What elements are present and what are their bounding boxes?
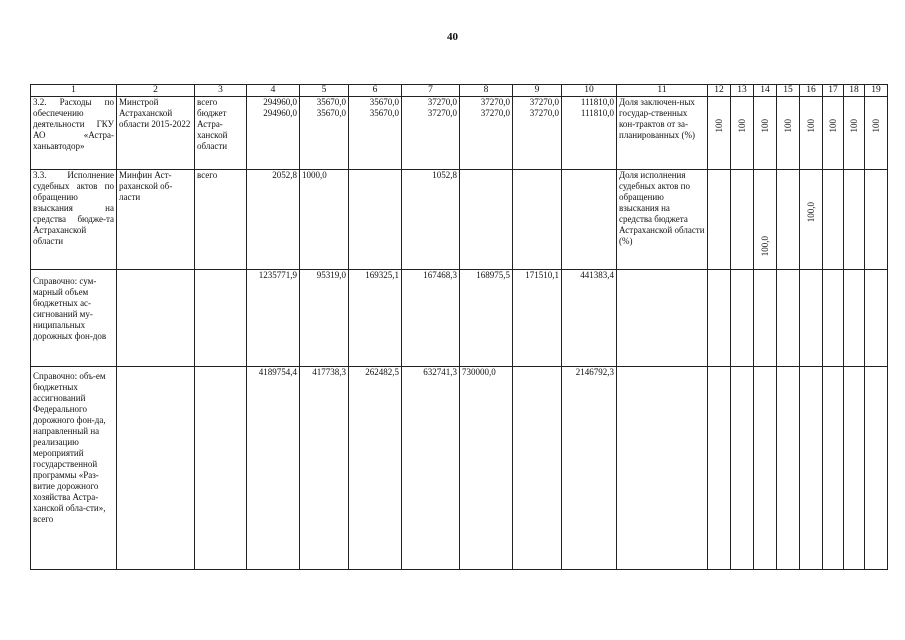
funding-source <box>195 367 247 570</box>
col-header: 12 <box>708 85 731 97</box>
value-col-9 <box>513 170 562 270</box>
pct-col-16 <box>800 367 823 570</box>
pct-col-17 <box>823 367 844 570</box>
value-total: 35670,0 <box>369 97 399 107</box>
pct-value: 100 <box>713 119 724 133</box>
value-col-6: 169325,1 <box>349 270 402 367</box>
col-header: 9 <box>513 85 562 97</box>
value-regional: 37270,0 <box>480 108 510 118</box>
measure-name: 3.2. Расходы по обеспечению деятельности ГКУ АО «Астра-ханьавтодор» <box>31 97 117 170</box>
col-header: 13 <box>731 85 754 97</box>
col-header: 4 <box>247 85 300 97</box>
pct-col-13 <box>731 270 754 367</box>
pct-col-17 <box>823 270 844 367</box>
value-col-5: 95319,0 <box>300 270 349 367</box>
value-col-9: 171510,1 <box>513 270 562 367</box>
pct-col-19 <box>865 367 888 570</box>
pct-col-18 <box>844 367 865 570</box>
table-row-3-2 <box>31 97 888 170</box>
pct-col-16 <box>800 170 823 270</box>
executor: Минфин Аст-раханской об-ласти <box>117 170 195 270</box>
pct-col-19 <box>865 97 888 170</box>
pct-col-17 <box>823 97 844 170</box>
value-col-8 <box>460 97 513 170</box>
col-header: 1 <box>31 85 117 97</box>
pct-col-12 <box>708 270 731 367</box>
pct-col-14 <box>754 170 777 270</box>
pct-col-16 <box>800 97 823 170</box>
pct-col-14 <box>754 367 777 570</box>
value-col-4: 1235771,9 <box>247 270 300 367</box>
pct-col-13 <box>731 97 754 170</box>
pct-col-14 <box>754 270 777 367</box>
value-col-10 <box>562 97 617 170</box>
pct-col-17 <box>823 170 844 270</box>
value-col-7 <box>402 97 460 170</box>
col-header: 6 <box>349 85 402 97</box>
pct-col-14 <box>754 97 777 170</box>
indicator <box>617 367 708 570</box>
value-regional: 37270,0 <box>427 108 457 118</box>
col-header: 16 <box>800 85 823 97</box>
pct-col-15 <box>777 270 800 367</box>
pct-value: 100 <box>759 119 770 133</box>
pct-value: 100 <box>736 119 747 133</box>
value-col-8 <box>460 170 513 270</box>
executor <box>117 270 195 367</box>
value-col-5 <box>300 97 349 170</box>
pct-col-12 <box>708 97 731 170</box>
pct-col-12 <box>708 170 731 270</box>
value-col-8: 730000,0 <box>460 367 513 570</box>
value-col-7: 167468,3 <box>402 270 460 367</box>
table-row-municipal-funds <box>31 270 888 367</box>
col-header: 11 <box>617 85 708 97</box>
table-row-3-3 <box>31 170 888 270</box>
value-col-4 <box>247 97 300 170</box>
col-header: 19 <box>865 85 888 97</box>
value-col-10 <box>562 170 617 270</box>
value-col-9 <box>513 367 562 570</box>
funding-source <box>195 97 247 170</box>
pct-col-15 <box>777 97 800 170</box>
value-col-7: 632741,3 <box>402 367 460 570</box>
pct-value: 100 <box>782 119 793 133</box>
pct-col-13 <box>731 170 754 270</box>
value-col-5: 417738,3 <box>300 367 349 570</box>
pct-value: 100 <box>848 119 859 133</box>
pct-value: 100 <box>827 119 838 133</box>
value-total: 37270,0 <box>480 97 510 107</box>
pct-col-18 <box>844 97 865 170</box>
page-number: 40 <box>447 31 458 43</box>
col-header: 17 <box>823 85 844 97</box>
value-total: 37270,0 <box>529 97 559 107</box>
value-col-4: 4189754,4 <box>247 367 300 570</box>
measure-name: Справочно: сум-марный объем бюджетных ас-сигнований му-ниципальных дорожных фон-дов <box>31 270 117 367</box>
measure-name: 3.3. Исполнение судебных актов по обращению взыскания на средства бюдже-та Астраханской области <box>31 170 117 270</box>
value-total: 37270,0 <box>427 97 457 107</box>
col-header: 3 <box>195 85 247 97</box>
value-total: 111810,0 <box>580 97 614 107</box>
indicator: Доля заключен-ных государ-ственных кон-трактов от за-планированных (%) <box>617 97 708 170</box>
executor <box>117 367 195 570</box>
col-header: 14 <box>754 85 777 97</box>
pct-value: 100,0 <box>759 236 770 257</box>
pct-col-15 <box>777 367 800 570</box>
column-number-row <box>31 85 888 97</box>
pct-col-18 <box>844 270 865 367</box>
pct-col-16 <box>800 270 823 367</box>
pct-col-18 <box>844 170 865 270</box>
col-header: 2 <box>117 85 195 97</box>
value-col-4: 2052,8 <box>247 170 300 270</box>
value-col-8: 168975,5 <box>460 270 513 367</box>
value-col-5: 1000,0 <box>300 170 349 270</box>
pct-col-13 <box>731 367 754 570</box>
col-header: 5 <box>300 85 349 97</box>
value-col-10: 2146792,3 <box>562 367 617 570</box>
measure-name: Справочно: объ-ем бюджетных ассигнований Федерального дорожного фон-да, направленный на реализацию мероприятий государственной программы «Раз-витие дорожного хозяйства Астра-ханской обла-сти», всего <box>31 367 117 570</box>
funding-source: всего <box>195 170 247 270</box>
col-header: 18 <box>844 85 865 97</box>
col-header: 10 <box>562 85 617 97</box>
pct-value: 100,0 <box>805 202 816 223</box>
pct-value: 100 <box>805 119 816 133</box>
table-row-federal-fund <box>31 367 888 570</box>
source-regional: бюджет Астра-ханской области <box>197 108 228 151</box>
value-col-9 <box>513 97 562 170</box>
value-regional: 37270,0 <box>529 108 559 118</box>
indicator <box>617 270 708 367</box>
budget-table <box>30 84 888 570</box>
value-col-7: 1052,8 <box>402 170 460 270</box>
pct-value: 100 <box>870 119 881 133</box>
executor: Минстрой Астраханской области 2015-2022 <box>117 97 195 170</box>
pct-col-12 <box>708 367 731 570</box>
value-regional: 111810,0 <box>580 108 614 118</box>
value-col-6: 262482,5 <box>349 367 402 570</box>
pct-col-19 <box>865 270 888 367</box>
value-regional: 294960,0 <box>263 108 297 118</box>
value-col-10: 441383,4 <box>562 270 617 367</box>
value-regional: 35670,0 <box>369 108 399 118</box>
value-total: 294960,0 <box>263 97 297 107</box>
indicator: Доля исполнения судебных актов по обращению взыскания на средства бюджета Астраханской области (%) <box>617 170 708 270</box>
col-header: 8 <box>460 85 513 97</box>
value-total: 35670,0 <box>316 97 346 107</box>
value-col-6 <box>349 97 402 170</box>
col-header: 7 <box>402 85 460 97</box>
value-col-6 <box>349 170 402 270</box>
value-regional: 35670,0 <box>316 108 346 118</box>
funding-source <box>195 270 247 367</box>
col-header: 15 <box>777 85 800 97</box>
pct-col-19 <box>865 170 888 270</box>
pct-col-15 <box>777 170 800 270</box>
source-total: всего <box>197 97 218 107</box>
